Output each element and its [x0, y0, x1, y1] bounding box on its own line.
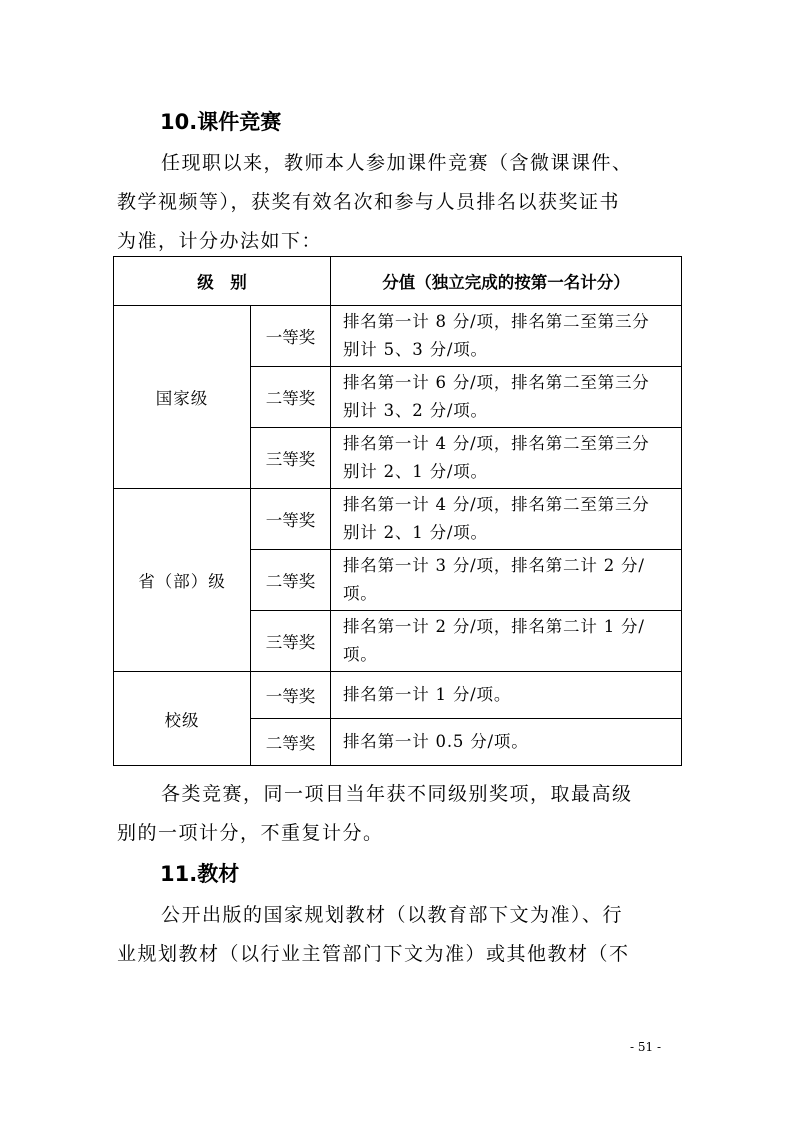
section-11-heading: 11.教材: [160, 862, 240, 886]
award-cell: 二等奖: [251, 367, 331, 428]
award-cell: 二等奖: [251, 550, 331, 611]
scoring-table: [113, 256, 682, 766]
value-line: 项。: [343, 584, 378, 603]
value-cell: [331, 428, 682, 489]
text-line: 公开出版的国家规划教材（以教育部下文为准）、行: [161, 904, 624, 926]
award-cell: 二等奖: [251, 719, 331, 766]
value-line: 排名第一计 4 分/项，排名第二至第三分: [343, 434, 650, 453]
value-line: 排名第一计 3 分/项，排名第二计 2 分/: [343, 556, 645, 575]
value-cell: [331, 367, 682, 428]
header-value: 分值（独立完成的按第一名计分）: [331, 257, 682, 306]
value-cell: [331, 306, 682, 367]
value-line: 排名第一计 4 分/项，排名第二至第三分: [343, 495, 650, 514]
text-line: 业规划教材（以行业主管部门下文为准）或其他教材（不: [117, 943, 630, 965]
award-cell: 一等奖: [251, 306, 331, 367]
page-number: - 51 -: [630, 1040, 662, 1054]
award-cell: 一等奖: [251, 489, 331, 550]
table-header-row: [114, 257, 682, 306]
table-row: [114, 306, 682, 367]
award-cell: 三等奖: [251, 428, 331, 489]
value-cell: [331, 672, 682, 719]
competition-note: [117, 775, 697, 853]
value-line: 别计 3、2 分/项。: [343, 401, 488, 420]
level-cell: 省（部）级: [114, 489, 251, 672]
text-line: 别的一项计分，不重复计分。: [117, 822, 384, 844]
value-line: 别计 2、1 分/项。: [343, 523, 488, 542]
section-11-intro: [117, 896, 697, 974]
value-line: 排名第一计 1 分/项。: [343, 685, 512, 704]
text-line: 教学视频等），获奖有效名次和参与人员排名以获奖证书: [117, 191, 621, 213]
value-line: 别计 2、1 分/项。: [343, 462, 488, 481]
value-line: 排名第一计 0.5 分/项。: [343, 732, 529, 751]
text-line: 任现职以来，教师本人参加课件竞赛（含微课课件、: [161, 152, 633, 174]
header-level: 级 别: [114, 257, 331, 306]
table-row: [114, 672, 682, 719]
value-line: 项。: [343, 645, 378, 664]
section-10-heading: 10.课件竞赛: [160, 110, 282, 134]
table-row: [114, 489, 682, 550]
text-line: 为准，计分办法如下：: [117, 230, 323, 252]
value-cell: [331, 719, 682, 766]
level-cell: 国家级: [114, 306, 251, 489]
award-cell: 三等奖: [251, 611, 331, 672]
award-cell: 一等奖: [251, 672, 331, 719]
value-line: 排名第一计 6 分/项，排名第二至第三分: [343, 373, 650, 392]
value-line: 排名第一计 8 分/项，排名第二至第三分: [343, 312, 650, 331]
value-line: 别计 5、3 分/项。: [343, 340, 488, 359]
value-cell: [331, 550, 682, 611]
text-line: 各类竞赛，同一项目当年获不同级别奖项，取最高级: [161, 783, 633, 805]
level-cell: 校级: [114, 672, 251, 766]
section-10-intro: [117, 144, 697, 261]
value-cell: [331, 611, 682, 672]
value-cell: [331, 489, 682, 550]
value-line: 排名第一计 2 分/项，排名第二计 1 分/: [343, 617, 645, 636]
